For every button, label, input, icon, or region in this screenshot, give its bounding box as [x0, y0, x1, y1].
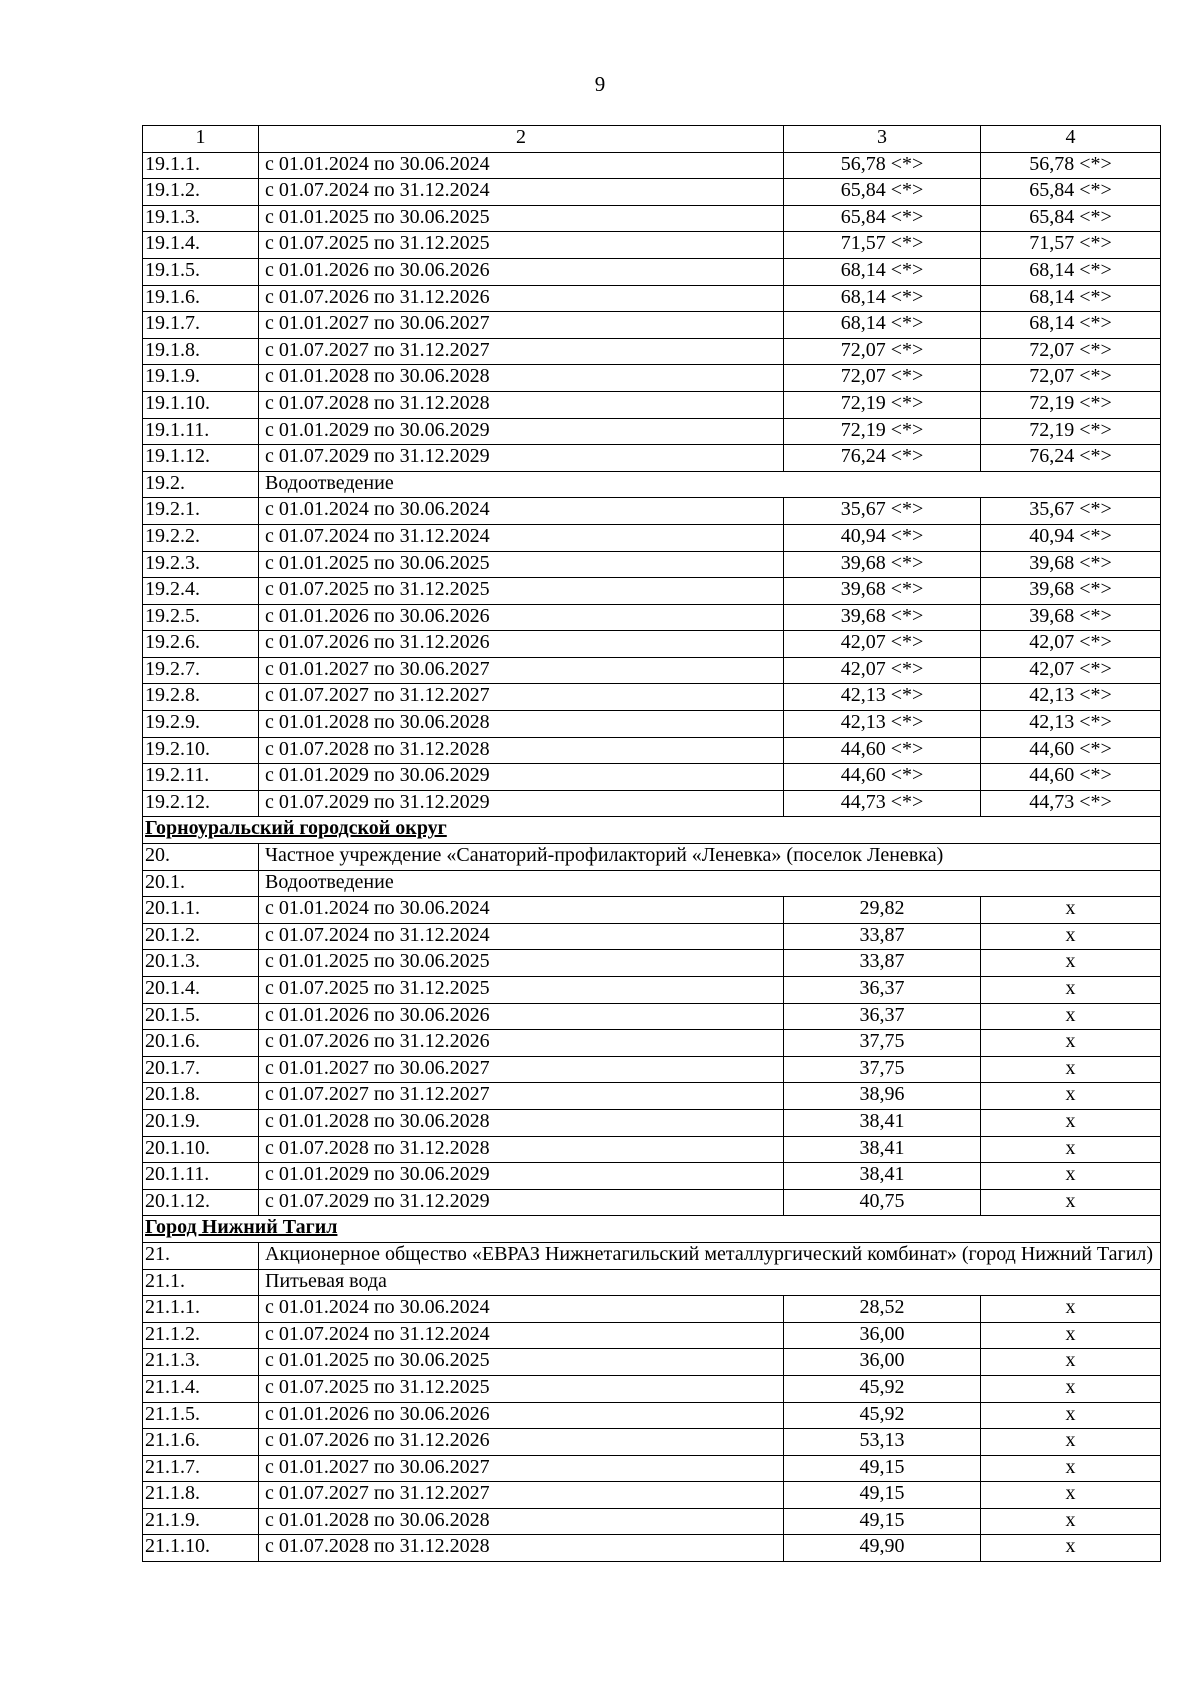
- row-number-cell: 20.1.1.: [143, 897, 259, 924]
- row-number-cell: 21.1.7.: [143, 1455, 259, 1482]
- value-col4-cell: х: [981, 1375, 1161, 1402]
- period-cell: с 01.01.2024 по 30.06.2024: [259, 152, 784, 179]
- value-col3-cell: 40,75: [784, 1189, 981, 1216]
- value-col3-cell: 39,68 <*>: [784, 578, 981, 605]
- table-row: [143, 1003, 1161, 1030]
- value-col3-cell: 65,84 <*>: [784, 205, 981, 232]
- value-col3-cell: 35,67 <*>: [784, 498, 981, 525]
- period-cell: с 01.07.2029 по 31.12.2029: [259, 790, 784, 817]
- value-col3-cell: 36,00: [784, 1349, 981, 1376]
- value-col3-cell: 71,57 <*>: [784, 232, 981, 259]
- section-title-cell: Город Нижний Тагил: [143, 1216, 1161, 1243]
- table-row: [143, 1030, 1161, 1057]
- value-col4-cell: 42,13 <*>: [981, 684, 1161, 711]
- row-number-cell: 19.2.1.: [143, 498, 259, 525]
- value-col4-cell: х: [981, 1535, 1161, 1562]
- page-number: 9: [594, 72, 606, 96]
- row-number-cell: 21.1.3.: [143, 1349, 259, 1376]
- table-row: [143, 498, 1161, 525]
- table-row: [143, 1189, 1161, 1216]
- period-cell: с 01.07.2026 по 31.12.2026: [259, 1429, 784, 1456]
- row-number-cell: 20.1.7.: [143, 1056, 259, 1083]
- value-col3-cell: 28,52: [784, 1296, 981, 1323]
- value-col3-cell: 42,07 <*>: [784, 657, 981, 684]
- row-number-cell: 20.1.9.: [143, 1109, 259, 1136]
- value-col3-cell: 36,37: [784, 1003, 981, 1030]
- table-body: [143, 126, 1161, 1562]
- value-col4-cell: х: [981, 950, 1161, 977]
- group-title-cell: Питьевая вода: [259, 1269, 1161, 1296]
- row-number-cell: 21.1.1.: [143, 1296, 259, 1323]
- table-row: [143, 258, 1161, 285]
- value-col4-cell: 68,14 <*>: [981, 312, 1161, 339]
- column-header-4: 4: [981, 126, 1161, 153]
- period-cell: с 01.07.2028 по 31.12.2028: [259, 1136, 784, 1163]
- value-col4-cell: х: [981, 897, 1161, 924]
- period-cell: с 01.07.2024 по 31.12.2024: [259, 524, 784, 551]
- period-cell: с 01.07.2028 по 31.12.2028: [259, 1535, 784, 1562]
- table-row: [143, 604, 1161, 631]
- row-number-cell: 19.2.2.: [143, 524, 259, 551]
- value-col3-cell: 44,60 <*>: [784, 764, 981, 791]
- period-cell: с 01.01.2027 по 30.06.2027: [259, 1455, 784, 1482]
- row-number-cell: 19.1.10.: [143, 391, 259, 418]
- row-number-cell: 20.1.: [143, 870, 259, 897]
- row-number-cell: 19.2.3.: [143, 551, 259, 578]
- value-col3-cell: 39,68 <*>: [784, 551, 981, 578]
- row-number-cell: 21.1.10.: [143, 1535, 259, 1562]
- value-col4-cell: 68,14 <*>: [981, 258, 1161, 285]
- period-cell: с 01.01.2025 по 30.06.2025: [259, 551, 784, 578]
- value-col3-cell: 72,07 <*>: [784, 365, 981, 392]
- row-number-cell: 19.2.9.: [143, 711, 259, 738]
- value-col3-cell: 33,87: [784, 923, 981, 950]
- value-col3-cell: 38,41: [784, 1136, 981, 1163]
- table-row: [143, 923, 1161, 950]
- value-col3-cell: 42,13 <*>: [784, 711, 981, 738]
- period-cell: с 01.07.2026 по 31.12.2026: [259, 631, 784, 658]
- table-row: [143, 1429, 1161, 1456]
- period-cell: с 01.01.2024 по 30.06.2024: [259, 498, 784, 525]
- row-number-cell: 21.1.9.: [143, 1508, 259, 1535]
- column-header-2: 2: [259, 126, 784, 153]
- table-row: [143, 1402, 1161, 1429]
- group-header-row: [143, 870, 1161, 897]
- table-row: [143, 312, 1161, 339]
- row-number-cell: 19.1.4.: [143, 232, 259, 259]
- table-row: [143, 152, 1161, 179]
- value-col3-cell: 49,15: [784, 1455, 981, 1482]
- table-row: [143, 950, 1161, 977]
- value-col4-cell: 44,73 <*>: [981, 790, 1161, 817]
- value-col3-cell: 76,24 <*>: [784, 445, 981, 472]
- row-number-cell: 20.1.10.: [143, 1136, 259, 1163]
- row-number-cell: 19.1.12.: [143, 445, 259, 472]
- group-header-row: [143, 1269, 1161, 1296]
- value-col4-cell: 39,68 <*>: [981, 551, 1161, 578]
- row-number-cell: 19.1.3.: [143, 205, 259, 232]
- period-cell: с 01.07.2026 по 31.12.2026: [259, 1030, 784, 1057]
- group-title-cell: Акционерное общество «ЕВРАЗ Нижнетагильский металлургический комбинат» (город Нижний Тагил): [259, 1242, 1161, 1269]
- value-col3-cell: 68,14 <*>: [784, 285, 981, 312]
- value-col4-cell: 71,57 <*>: [981, 232, 1161, 259]
- table-row: [143, 179, 1161, 206]
- row-number-cell: 19.2.6.: [143, 631, 259, 658]
- value-col3-cell: 44,60 <*>: [784, 737, 981, 764]
- value-col3-cell: 37,75: [784, 1030, 981, 1057]
- value-col3-cell: 42,13 <*>: [784, 684, 981, 711]
- period-cell: с 01.01.2025 по 30.06.2025: [259, 950, 784, 977]
- period-cell: с 01.01.2026 по 30.06.2026: [259, 1402, 784, 1429]
- value-col3-cell: 68,14 <*>: [784, 258, 981, 285]
- value-col3-cell: 38,96: [784, 1083, 981, 1110]
- value-col4-cell: 72,07 <*>: [981, 338, 1161, 365]
- value-col4-cell: х: [981, 1402, 1161, 1429]
- period-cell: с 01.07.2029 по 31.12.2029: [259, 1189, 784, 1216]
- period-cell: с 01.01.2027 по 30.06.2027: [259, 1056, 784, 1083]
- table-row: [143, 524, 1161, 551]
- period-cell: с 01.07.2026 по 31.12.2026: [259, 285, 784, 312]
- value-col4-cell: 42,07 <*>: [981, 657, 1161, 684]
- group-header-row: [143, 471, 1161, 498]
- row-number-cell: 21.1.5.: [143, 1402, 259, 1429]
- value-col4-cell: 65,84 <*>: [981, 179, 1161, 206]
- row-number-cell: 21.1.4.: [143, 1375, 259, 1402]
- row-number-cell: 21.1.: [143, 1269, 259, 1296]
- value-col3-cell: 33,87: [784, 950, 981, 977]
- table-row: [143, 1163, 1161, 1190]
- value-col4-cell: х: [981, 1056, 1161, 1083]
- period-cell: с 01.01.2028 по 30.06.2028: [259, 365, 784, 392]
- group-title-cell: Частное учреждение «Санаторий-профилакторий «Леневка» (поселок Леневка): [259, 844, 1161, 871]
- row-number-cell: 21.1.8.: [143, 1482, 259, 1509]
- row-number-cell: 19.2.7.: [143, 657, 259, 684]
- table-row: [143, 1083, 1161, 1110]
- row-number-cell: 20.1.6.: [143, 1030, 259, 1057]
- period-cell: с 01.07.2024 по 31.12.2024: [259, 923, 784, 950]
- value-col4-cell: х: [981, 1322, 1161, 1349]
- value-col3-cell: 68,14 <*>: [784, 312, 981, 339]
- row-number-cell: 19.2.10.: [143, 737, 259, 764]
- value-col4-cell: 72,19 <*>: [981, 391, 1161, 418]
- value-col3-cell: 72,19 <*>: [784, 418, 981, 445]
- period-cell: с 01.01.2025 по 30.06.2025: [259, 1349, 784, 1376]
- value-col4-cell: 68,14 <*>: [981, 285, 1161, 312]
- value-col3-cell: 36,37: [784, 977, 981, 1004]
- period-cell: с 01.07.2029 по 31.12.2029: [259, 445, 784, 472]
- period-cell: с 01.07.2024 по 31.12.2024: [259, 179, 784, 206]
- period-cell: с 01.01.2028 по 30.06.2028: [259, 1109, 784, 1136]
- row-number-cell: 19.1.1.: [143, 152, 259, 179]
- column-header-3: 3: [784, 126, 981, 153]
- row-number-cell: 20.1.11.: [143, 1163, 259, 1190]
- value-col3-cell: 72,19 <*>: [784, 391, 981, 418]
- value-col3-cell: 42,07 <*>: [784, 631, 981, 658]
- row-number-cell: 20.1.5.: [143, 1003, 259, 1030]
- period-cell: с 01.07.2025 по 31.12.2025: [259, 1375, 784, 1402]
- row-number-cell: 20.1.3.: [143, 950, 259, 977]
- value-col4-cell: 35,67 <*>: [981, 498, 1161, 525]
- value-col4-cell: 39,68 <*>: [981, 578, 1161, 605]
- table-row: [143, 737, 1161, 764]
- value-col4-cell: х: [981, 1163, 1161, 1190]
- value-col3-cell: 65,84 <*>: [784, 179, 981, 206]
- value-col4-cell: х: [981, 1189, 1161, 1216]
- value-col4-cell: х: [981, 1429, 1161, 1456]
- row-number-cell: 19.1.5.: [143, 258, 259, 285]
- value-col4-cell: х: [981, 1030, 1161, 1057]
- table-row: [143, 790, 1161, 817]
- group-header-row: [143, 1242, 1161, 1269]
- value-col4-cell: 76,24 <*>: [981, 445, 1161, 472]
- row-number-cell: 19.1.11.: [143, 418, 259, 445]
- table-row: [143, 1482, 1161, 1509]
- value-col4-cell: х: [981, 1003, 1161, 1030]
- row-number-cell: 19.1.8.: [143, 338, 259, 365]
- value-col4-cell: 44,60 <*>: [981, 737, 1161, 764]
- period-cell: с 01.07.2028 по 31.12.2028: [259, 391, 784, 418]
- value-col4-cell: 44,60 <*>: [981, 764, 1161, 791]
- table-row: [143, 578, 1161, 605]
- section-title-cell: Горноуральский городской округ: [143, 817, 1161, 844]
- section-header-row: [143, 817, 1161, 844]
- period-cell: с 01.01.2027 по 30.06.2027: [259, 657, 784, 684]
- group-title-cell: Водоотведение: [259, 471, 1161, 498]
- value-col4-cell: х: [981, 1136, 1161, 1163]
- value-col3-cell: 45,92: [784, 1375, 981, 1402]
- table-row: [143, 764, 1161, 791]
- period-cell: с 01.01.2029 по 30.06.2029: [259, 1163, 784, 1190]
- value-col4-cell: 72,07 <*>: [981, 365, 1161, 392]
- value-col3-cell: 53,13: [784, 1429, 981, 1456]
- row-number-cell: 19.2.: [143, 471, 259, 498]
- value-col4-cell: 56,78 <*>: [981, 152, 1161, 179]
- value-col3-cell: 40,94 <*>: [784, 524, 981, 551]
- value-col4-cell: 42,13 <*>: [981, 711, 1161, 738]
- table-row: [143, 1296, 1161, 1323]
- row-number-cell: 20.: [143, 844, 259, 871]
- period-cell: с 01.07.2025 по 31.12.2025: [259, 578, 784, 605]
- table-row: [143, 391, 1161, 418]
- row-number-cell: 19.1.7.: [143, 312, 259, 339]
- value-col3-cell: 56,78 <*>: [784, 152, 981, 179]
- table-header-row: [143, 126, 1161, 153]
- period-cell: с 01.01.2028 по 30.06.2028: [259, 1508, 784, 1535]
- period-cell: с 01.01.2024 по 30.06.2024: [259, 1296, 784, 1323]
- row-number-cell: 20.1.8.: [143, 1083, 259, 1110]
- group-header-row: [143, 844, 1161, 871]
- column-header-1: 1: [143, 126, 259, 153]
- value-col4-cell: х: [981, 1455, 1161, 1482]
- table-row: [143, 1535, 1161, 1562]
- value-col4-cell: х: [981, 1349, 1161, 1376]
- value-col4-cell: х: [981, 923, 1161, 950]
- table-row: [143, 1349, 1161, 1376]
- period-cell: с 01.07.2027 по 31.12.2027: [259, 1482, 784, 1509]
- table-row: [143, 897, 1161, 924]
- table-row: [143, 1375, 1161, 1402]
- value-col3-cell: 29,82: [784, 897, 981, 924]
- period-cell: с 01.01.2026 по 30.06.2026: [259, 258, 784, 285]
- period-cell: с 01.01.2026 по 30.06.2026: [259, 604, 784, 631]
- table-row: [143, 1455, 1161, 1482]
- table-row: [143, 631, 1161, 658]
- row-number-cell: 19.2.5.: [143, 604, 259, 631]
- value-col4-cell: х: [981, 1482, 1161, 1509]
- value-col3-cell: 38,41: [784, 1163, 981, 1190]
- table-row: [143, 657, 1161, 684]
- period-cell: с 01.01.2026 по 30.06.2026: [259, 1003, 784, 1030]
- table-row: [143, 338, 1161, 365]
- table-row: [143, 365, 1161, 392]
- value-col3-cell: 37,75: [784, 1056, 981, 1083]
- table-row: [143, 205, 1161, 232]
- table-row: [143, 711, 1161, 738]
- table-row: [143, 1136, 1161, 1163]
- row-number-cell: 19.2.4.: [143, 578, 259, 605]
- table-row: [143, 1056, 1161, 1083]
- value-col3-cell: 36,00: [784, 1322, 981, 1349]
- value-col3-cell: 39,68 <*>: [784, 604, 981, 631]
- value-col4-cell: х: [981, 1508, 1161, 1535]
- table-row: [143, 285, 1161, 312]
- value-col4-cell: х: [981, 1083, 1161, 1110]
- period-cell: с 01.01.2025 по 30.06.2025: [259, 205, 784, 232]
- table-row: [143, 232, 1161, 259]
- row-number-cell: 20.1.12.: [143, 1189, 259, 1216]
- table-row: [143, 418, 1161, 445]
- value-col4-cell: 42,07 <*>: [981, 631, 1161, 658]
- value-col3-cell: 38,41: [784, 1109, 981, 1136]
- value-col3-cell: 44,73 <*>: [784, 790, 981, 817]
- row-number-cell: 19.2.8.: [143, 684, 259, 711]
- table-row: [143, 445, 1161, 472]
- value-col3-cell: 72,07 <*>: [784, 338, 981, 365]
- value-col3-cell: 49,90: [784, 1535, 981, 1562]
- value-col3-cell: 49,15: [784, 1508, 981, 1535]
- table-row: [143, 1322, 1161, 1349]
- period-cell: с 01.01.2029 по 30.06.2029: [259, 418, 784, 445]
- section-header-row: [143, 1216, 1161, 1243]
- value-col4-cell: х: [981, 1296, 1161, 1323]
- period-cell: с 01.01.2024 по 30.06.2024: [259, 897, 784, 924]
- row-number-cell: 21.: [143, 1242, 259, 1269]
- period-cell: с 01.07.2027 по 31.12.2027: [259, 338, 784, 365]
- period-cell: с 01.07.2028 по 31.12.2028: [259, 737, 784, 764]
- period-cell: с 01.07.2027 по 31.12.2027: [259, 1083, 784, 1110]
- table-row: [143, 684, 1161, 711]
- period-cell: с 01.01.2029 по 30.06.2029: [259, 764, 784, 791]
- period-cell: с 01.07.2024 по 31.12.2024: [259, 1322, 784, 1349]
- group-title-cell: Водоотведение: [259, 870, 1161, 897]
- row-number-cell: 21.1.2.: [143, 1322, 259, 1349]
- period-cell: с 01.07.2025 по 31.12.2025: [259, 977, 784, 1004]
- row-number-cell: 20.1.2.: [143, 923, 259, 950]
- value-col3-cell: 49,15: [784, 1482, 981, 1509]
- row-number-cell: 20.1.4.: [143, 977, 259, 1004]
- table-row: [143, 977, 1161, 1004]
- table-row: [143, 551, 1161, 578]
- value-col4-cell: х: [981, 1109, 1161, 1136]
- period-cell: с 01.01.2028 по 30.06.2028: [259, 711, 784, 738]
- row-number-cell: 21.1.6.: [143, 1429, 259, 1456]
- row-number-cell: 19.2.12.: [143, 790, 259, 817]
- value-col4-cell: 72,19 <*>: [981, 418, 1161, 445]
- value-col4-cell: 65,84 <*>: [981, 205, 1161, 232]
- tariff-table: [142, 125, 1161, 1562]
- row-number-cell: 19.1.6.: [143, 285, 259, 312]
- value-col3-cell: 45,92: [784, 1402, 981, 1429]
- value-col4-cell: 39,68 <*>: [981, 604, 1161, 631]
- table-row: [143, 1109, 1161, 1136]
- period-cell: с 01.07.2027 по 31.12.2027: [259, 684, 784, 711]
- row-number-cell: 19.2.11.: [143, 764, 259, 791]
- period-cell: с 01.01.2027 по 30.06.2027: [259, 312, 784, 339]
- period-cell: с 01.07.2025 по 31.12.2025: [259, 232, 784, 259]
- row-number-cell: 19.1.2.: [143, 179, 259, 206]
- row-number-cell: 19.1.9.: [143, 365, 259, 392]
- table-row: [143, 1508, 1161, 1535]
- value-col4-cell: 40,94 <*>: [981, 524, 1161, 551]
- value-col4-cell: х: [981, 977, 1161, 1004]
